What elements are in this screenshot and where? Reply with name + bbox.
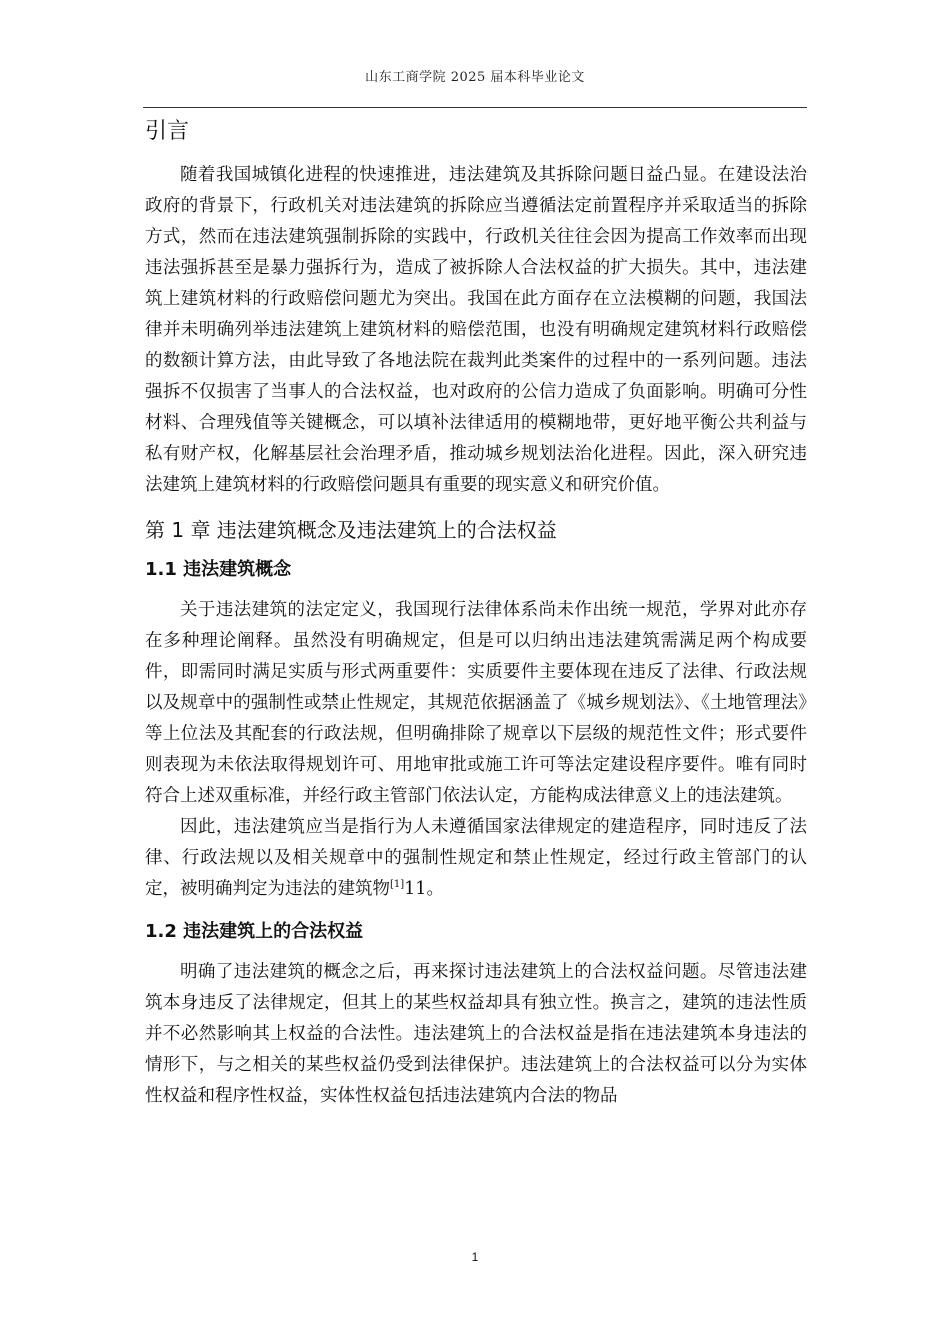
page-body (145, 116, 807, 1112)
chapter-1-heading: 第 1 章 违法建筑概念及违法建筑上的合法权益 (145, 518, 557, 542)
citation-marker: [1] (390, 879, 405, 891)
section-1-2-paragraph-1: 明确了违法建筑的概念之后，再来探讨违法建筑上的合法权益问题。尽管违法建筑本身违反了法律规定，但其上的某些权益却具有独立性。换言之，建筑的违法性质并不必然影响其上权益的合法性。违法建筑上的合法权益是指在违法建筑本身违法的情形下，与之相关的某些权益仍受到法律保护。违法建筑上的合法权益可以分为实体性权益和程序性权益，实体性权益包括违法建筑内合法的物品 (145, 962, 807, 1106)
intro-heading: 引言 (145, 119, 190, 144)
intro-paragraph: 随着我国城镇化进程的快速推进，违法建筑及其拆除问题日益凸显。在建设法治政府的背景下，行政机关对违法建筑的拆除应当遵循法定前置程序并采取适当的拆除方式，然而在违法建筑强制拆除的实践中，行政机关往往会因为提高工作效率而出现违法强拆甚至是暴力强拆行为，造成了被拆除人合法权益的扩大损失。其中，违法建筑上建筑材料的行政赔偿问题尤为突出。我国在此方面存在立法模糊的问题，我国法律并未明确列举违法建筑上建筑材料的赔偿范围，也没有明确规定建筑材料行政赔偿的数额计算方法，由此导致了各地法院在裁判此类案件的过程中的一系列问题。违法强拆不仅损害了当事人的合法权益，也对政府的公信力造成了负面影响。明确可分性材料、合理残值等关键概念，可以填补法律适用的模糊地带，更好地平衡公共利益与私有财产权，化解基层社会治理矛盾，推动城乡规划法治化进程。因此，深入研究违法建筑上建筑材料的行政赔偿问题具有重要的现实意义和研究价值。 (145, 165, 807, 495)
section-1-1-heading: 1.1 违法建筑概念 (145, 559, 292, 580)
header-divider (143, 107, 807, 108)
page-number: 1 (471, 1250, 479, 1264)
section-1-2-heading: 1.2 违法建筑上的合法权益 (145, 921, 364, 942)
running-header: 山东工商学院 2025 届本科毕业论文 (365, 70, 585, 85)
section-1-1-paragraph-2 (145, 812, 807, 905)
paragraph-2-text: 因此，违法建筑应当是指行为人未遵循国家法律规定的建造程序，同时违反了法律、行政法规以及相关规章中的强制性规定和禁止性规定，经过行政主管部门的认定，被明确判定为违法的建筑物 (145, 817, 807, 899)
section-1-1-paragraph-1: 关于违法建筑的法定定义，我国现行法律体系尚未作出统一规范，学界对此亦存在多种理论阐释。虽然没有明确规定，但是可以归纳出违法建筑需满足两个构成要件，即需同时满足实质与形式两重要件：实质要件主要体现在违反了法律、行政法规以及规章中的强制性或禁止性规定，其规范依据涵盖了《城乡规划法》、《土地管理法》等上位法及其配套的行政法规，但明确排除了规章以下层级的规范性文件；形式要件则表现为未依法取得规划许可、用地审批或施工许可等法定建设程序要件。唯有同时符合上述双重标准，并经行政主管部门依法认定，方能构成法律意义上的违法建筑。 (145, 600, 807, 806)
paragraph-2-tail: 11。 (404, 879, 444, 899)
